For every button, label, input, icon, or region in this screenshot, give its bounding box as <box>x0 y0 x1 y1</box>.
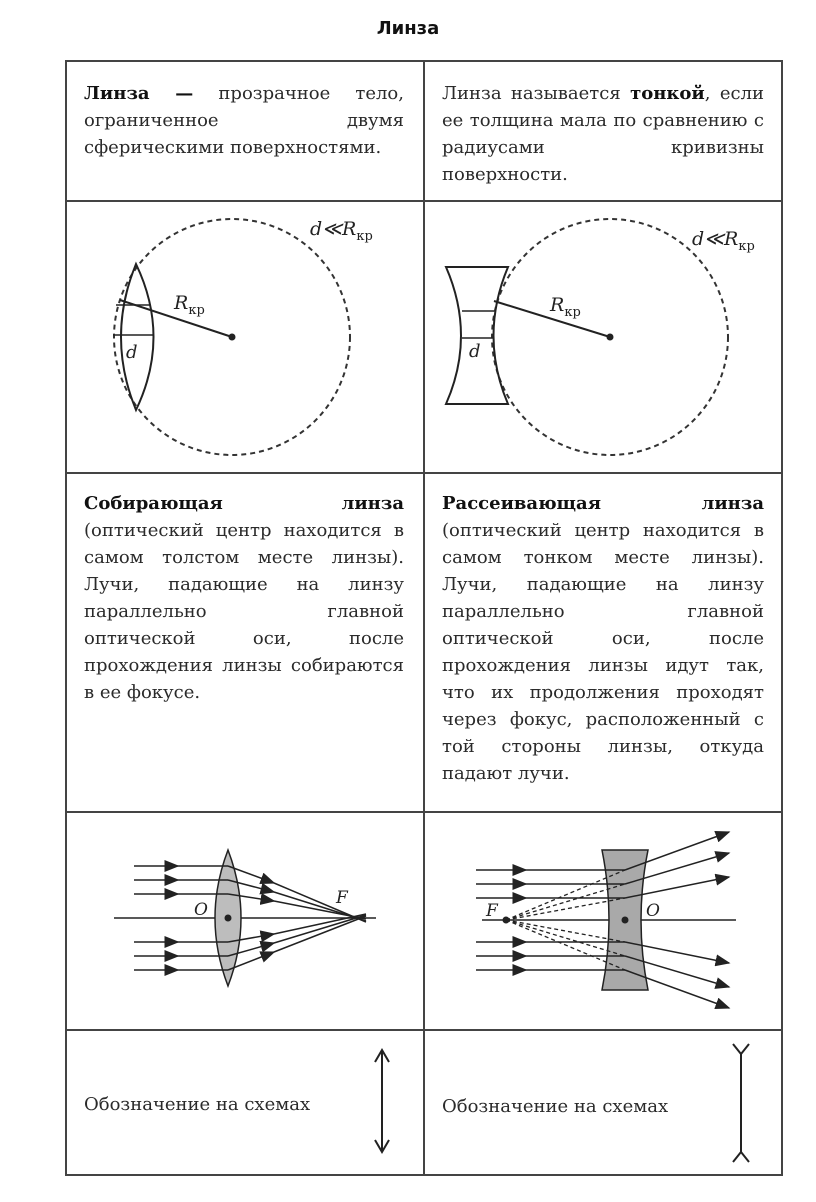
optical-center-label: O <box>194 900 208 920</box>
thin-lens-definition <box>442 80 764 188</box>
center-dot <box>607 334 614 341</box>
converging-lens-text: (оптический центр находится в самом толстом месте линзы). Лучи, падающие на линзу параллельно главной оптической оси, после прохождения линзы собираются в ее фокусе. <box>84 520 404 703</box>
concave-lens-curvature-diagram <box>424 201 782 473</box>
converging-lens-symbol-icon <box>368 1046 396 1158</box>
radius-label: $R_{кр}$ <box>550 294 581 320</box>
optical-center-label: O <box>646 901 660 921</box>
lens-definition-text: прозрачное тело, ограниченное двумя сферическими поверхностями. <box>84 83 404 158</box>
optical-center-dot <box>225 915 232 922</box>
diverging-lens-term: Рассеивающая линза <box>442 493 764 514</box>
lens-term: Линза — <box>84 83 194 104</box>
diverging-lens-rays-diagram <box>424 812 782 1030</box>
converging-lens-description <box>84 490 404 706</box>
converging-lens-rays-diagram <box>66 812 424 1030</box>
page-title: Линза <box>376 18 440 39</box>
diverging-symbol-label: Обозначение на схемах <box>442 1096 669 1117</box>
thin-lens-pre: Линза называется <box>442 83 631 104</box>
condition-label: $d≪R_{кр}$ <box>692 228 755 254</box>
diverging-lens-description <box>442 490 764 787</box>
thin-lens-term: тонкой <box>630 83 705 104</box>
converging-lens-term: Собирающая линза <box>84 493 404 514</box>
diverging-lens-text: (оптический центр находится в самом тонком месте линзы). Лучи, падающие на линзу параллельно главной оптической оси, после прохождения линзы идут так, что их продолжения проходят через фокус, расположенный с той стороны линзы, откуда падают лучи. <box>442 520 764 784</box>
converging-symbol-label: Обозначение на схемах <box>84 1094 311 1115</box>
focus-label: F <box>336 888 348 908</box>
condition-label: $d≪R_{кр}$ <box>310 218 373 244</box>
radius-label: $R_{кр}$ <box>174 292 205 318</box>
optical-center-dot <box>622 917 629 924</box>
focus-label: F <box>486 901 498 921</box>
thickness-label: d <box>126 342 138 363</box>
concave-lens-shape <box>446 267 508 404</box>
lens-definition <box>84 80 404 161</box>
thickness-label: d <box>469 341 481 362</box>
diverging-lens-symbol-icon <box>726 1040 756 1166</box>
focus-dot <box>503 917 510 924</box>
center-dot <box>229 334 236 341</box>
convex-lens-curvature-diagram <box>66 201 424 473</box>
thin-lens-text: , если ее толщина мала по сравнению с радиусами кривизны поверхности. <box>442 83 765 185</box>
